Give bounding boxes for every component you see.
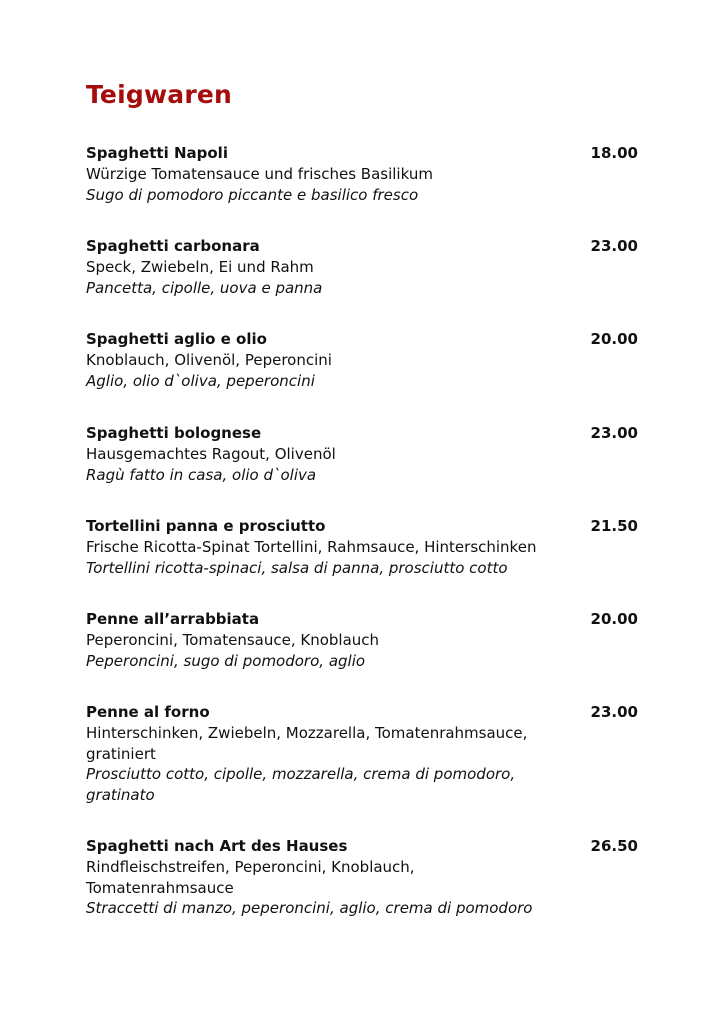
dish-name: Penne al forno xyxy=(86,703,210,721)
dish-name: Penne all’arrabbiata xyxy=(86,610,260,628)
dish-description-italian: Aglio, olio d`oliva, peperoncini xyxy=(86,371,315,390)
menu-item-header xyxy=(86,423,638,444)
dish-name: Spaghetti bolognese xyxy=(86,424,262,442)
dish-description-italian: Ragù fatto in casa, olio d`oliva xyxy=(86,465,317,484)
menu-item-header xyxy=(86,516,638,537)
dish-description-german: Würzige Tomatensauce und frisches Basilikum xyxy=(86,165,433,183)
menu-item-header xyxy=(86,329,638,350)
dish-description-german: Hausgemachtes Ragout, Olivenöl xyxy=(86,445,336,463)
menu-item xyxy=(86,236,638,298)
menu-item xyxy=(86,143,638,205)
dish-price: 21.50 xyxy=(590,517,638,535)
dish-description-german: Knoblauch, Olivenöl, Peperoncini xyxy=(86,351,332,369)
menu-item xyxy=(86,702,638,805)
dish-description-italian: Sugo di pomodoro piccante e basilico fresco xyxy=(86,185,419,204)
dish-name: Spaghetti carbonara xyxy=(86,237,260,255)
dish-description-german: Peperoncini, Tomatensauce, Knoblauch xyxy=(86,631,380,649)
dish-name: Spaghetti nach Art des Hauses xyxy=(86,837,348,855)
dish-description-italian: Prosciutto cotto, cipolle, mozzarella, crema di pomodoro, gratinato xyxy=(86,765,516,804)
menu-item xyxy=(86,609,638,671)
menu-item-header xyxy=(86,236,638,257)
menu-item xyxy=(86,516,638,578)
dish-description-german: Hinterschinken, Zwiebeln, Mozzarella, Tomatenrahmsauce, gratiniert xyxy=(86,724,528,763)
dish-description-italian: Pancetta, cipolle, uova e panna xyxy=(86,278,323,297)
dish-name: Spaghetti aglio e olio xyxy=(86,330,267,348)
dish-description-german: Rindfleischstreifen, Peperoncini, Knoblauch, Tomatenrahmsauce xyxy=(86,858,415,897)
menu-item xyxy=(86,329,638,391)
menu-item-header xyxy=(86,609,638,630)
dish-description-german: Speck, Zwiebeln, Ei und Rahm xyxy=(86,258,314,276)
dish-description-german: Frische Ricotta-Spinat Tortellini, Rahmsauce, Hinterschinken xyxy=(86,538,537,556)
dish-price: 18.00 xyxy=(590,144,638,162)
dish-price: 23.00 xyxy=(590,237,638,255)
dish-price: 23.00 xyxy=(590,703,638,721)
menu-item-header xyxy=(86,143,638,164)
dish-price: 23.00 xyxy=(590,424,638,442)
dish-price: 26.50 xyxy=(590,837,638,855)
dish-price: 20.00 xyxy=(590,610,638,628)
dish-description-italian: Peperoncini, sugo di pomodoro, aglio xyxy=(86,651,366,670)
dish-description-italian: Tortellini ricotta-spinaci, salsa di panna, prosciutto cotto xyxy=(86,558,508,577)
dish-name: Tortellini panna e prosciutto xyxy=(86,517,326,535)
section-title: Teigwaren xyxy=(86,80,233,109)
dish-price: 20.00 xyxy=(590,330,638,348)
dish-name: Spaghetti Napoli xyxy=(86,144,228,162)
menu-item xyxy=(86,423,638,485)
menu-item-header xyxy=(86,702,638,723)
dish-description-italian: Straccetti di manzo, peperoncini, aglio, crema di pomodoro xyxy=(86,899,533,917)
menu-item-header xyxy=(86,836,638,857)
menu-item xyxy=(86,836,638,919)
